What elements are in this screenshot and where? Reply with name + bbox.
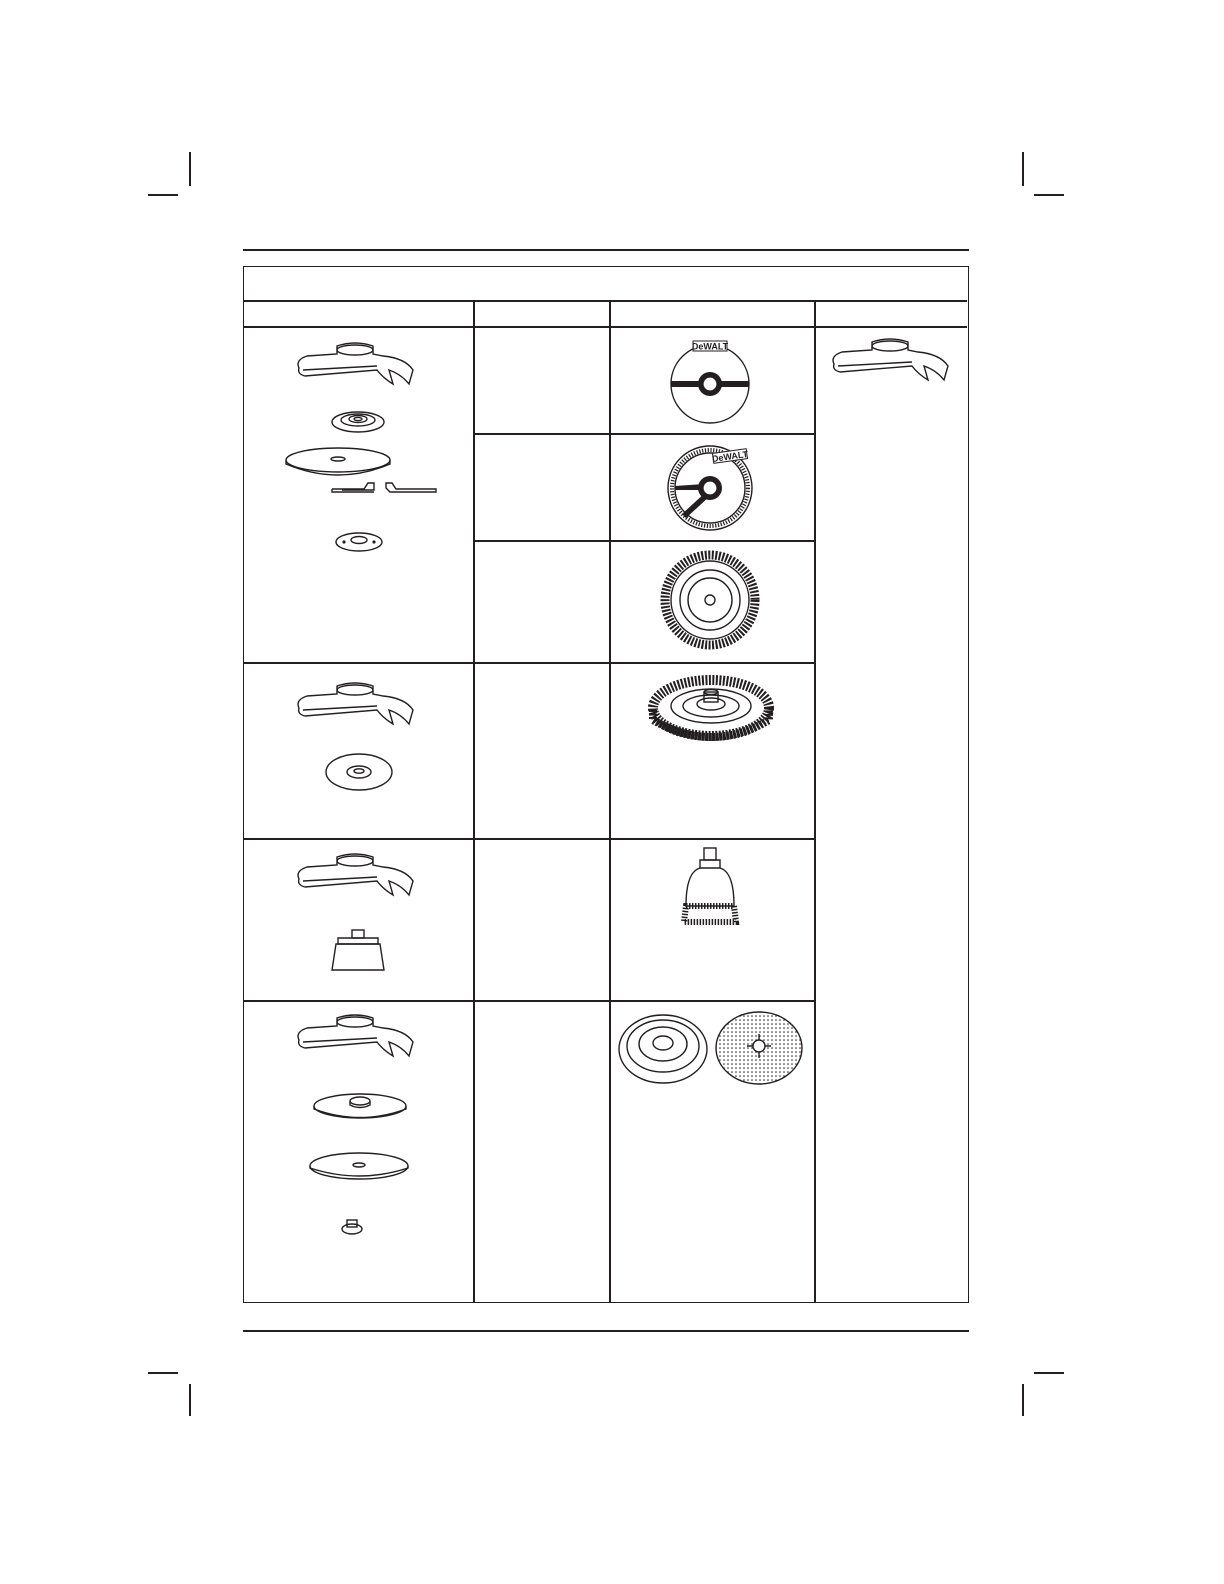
brand-label: DeWALT — [711, 449, 749, 464]
crop-mark-bottom-right-h — [1034, 1372, 1064, 1374]
header-rule — [243, 249, 969, 251]
lock-nut-illustration — [334, 530, 384, 554]
crop-mark-bottom-left-v — [189, 1384, 191, 1416]
threaded-wire-wheel-illustration — [648, 668, 774, 748]
type-1-guard-illustration — [293, 851, 417, 899]
type-1-guard-illustration — [293, 680, 417, 728]
crop-mark-top-right-v — [1022, 152, 1024, 186]
wire-cup-brush-illustration — [330, 928, 386, 972]
sanding-disc-flat-illustration — [714, 1010, 804, 1086]
footer-rule — [243, 1330, 969, 1332]
backing-flange-illustration — [330, 408, 386, 438]
header-description — [474, 301, 609, 326]
clamp-nut-illustration — [340, 1218, 364, 1236]
type-1-guard-illustration — [293, 340, 417, 388]
crop-mark-top-right-h — [1034, 194, 1064, 196]
table-title — [244, 267, 967, 300]
header-accessory — [610, 301, 814, 326]
backing-pad-flat-illustration — [617, 1013, 709, 1085]
crop-mark-bottom-left-h — [148, 1372, 178, 1374]
bonded-cutting-wheel-illustration — [664, 338, 756, 426]
crop-mark-top-left-v — [189, 152, 191, 186]
crop-mark-top-left-h — [148, 194, 178, 196]
wire-wheel-illustration — [324, 752, 394, 792]
cutting-wheel-illustration — [284, 446, 392, 476]
brand-label: DeWALT — [691, 341, 729, 352]
diamond-cutting-wheel-illustration — [664, 442, 756, 532]
backing-pad-illustration — [312, 1088, 408, 1124]
header-accessory-assembly — [244, 301, 473, 326]
threaded-wire-cup-illustration — [680, 846, 740, 930]
guard-column-illustration — [828, 336, 952, 384]
header-guard — [815, 301, 967, 326]
crop-mark-bottom-right-v — [1022, 1384, 1024, 1416]
sanding-disc-illustration — [308, 1150, 410, 1182]
threaded-flanges-illustration — [330, 480, 438, 494]
wire-wheel-brush-illustration — [660, 552, 760, 648]
type-1-guard-illustration — [293, 1012, 417, 1060]
